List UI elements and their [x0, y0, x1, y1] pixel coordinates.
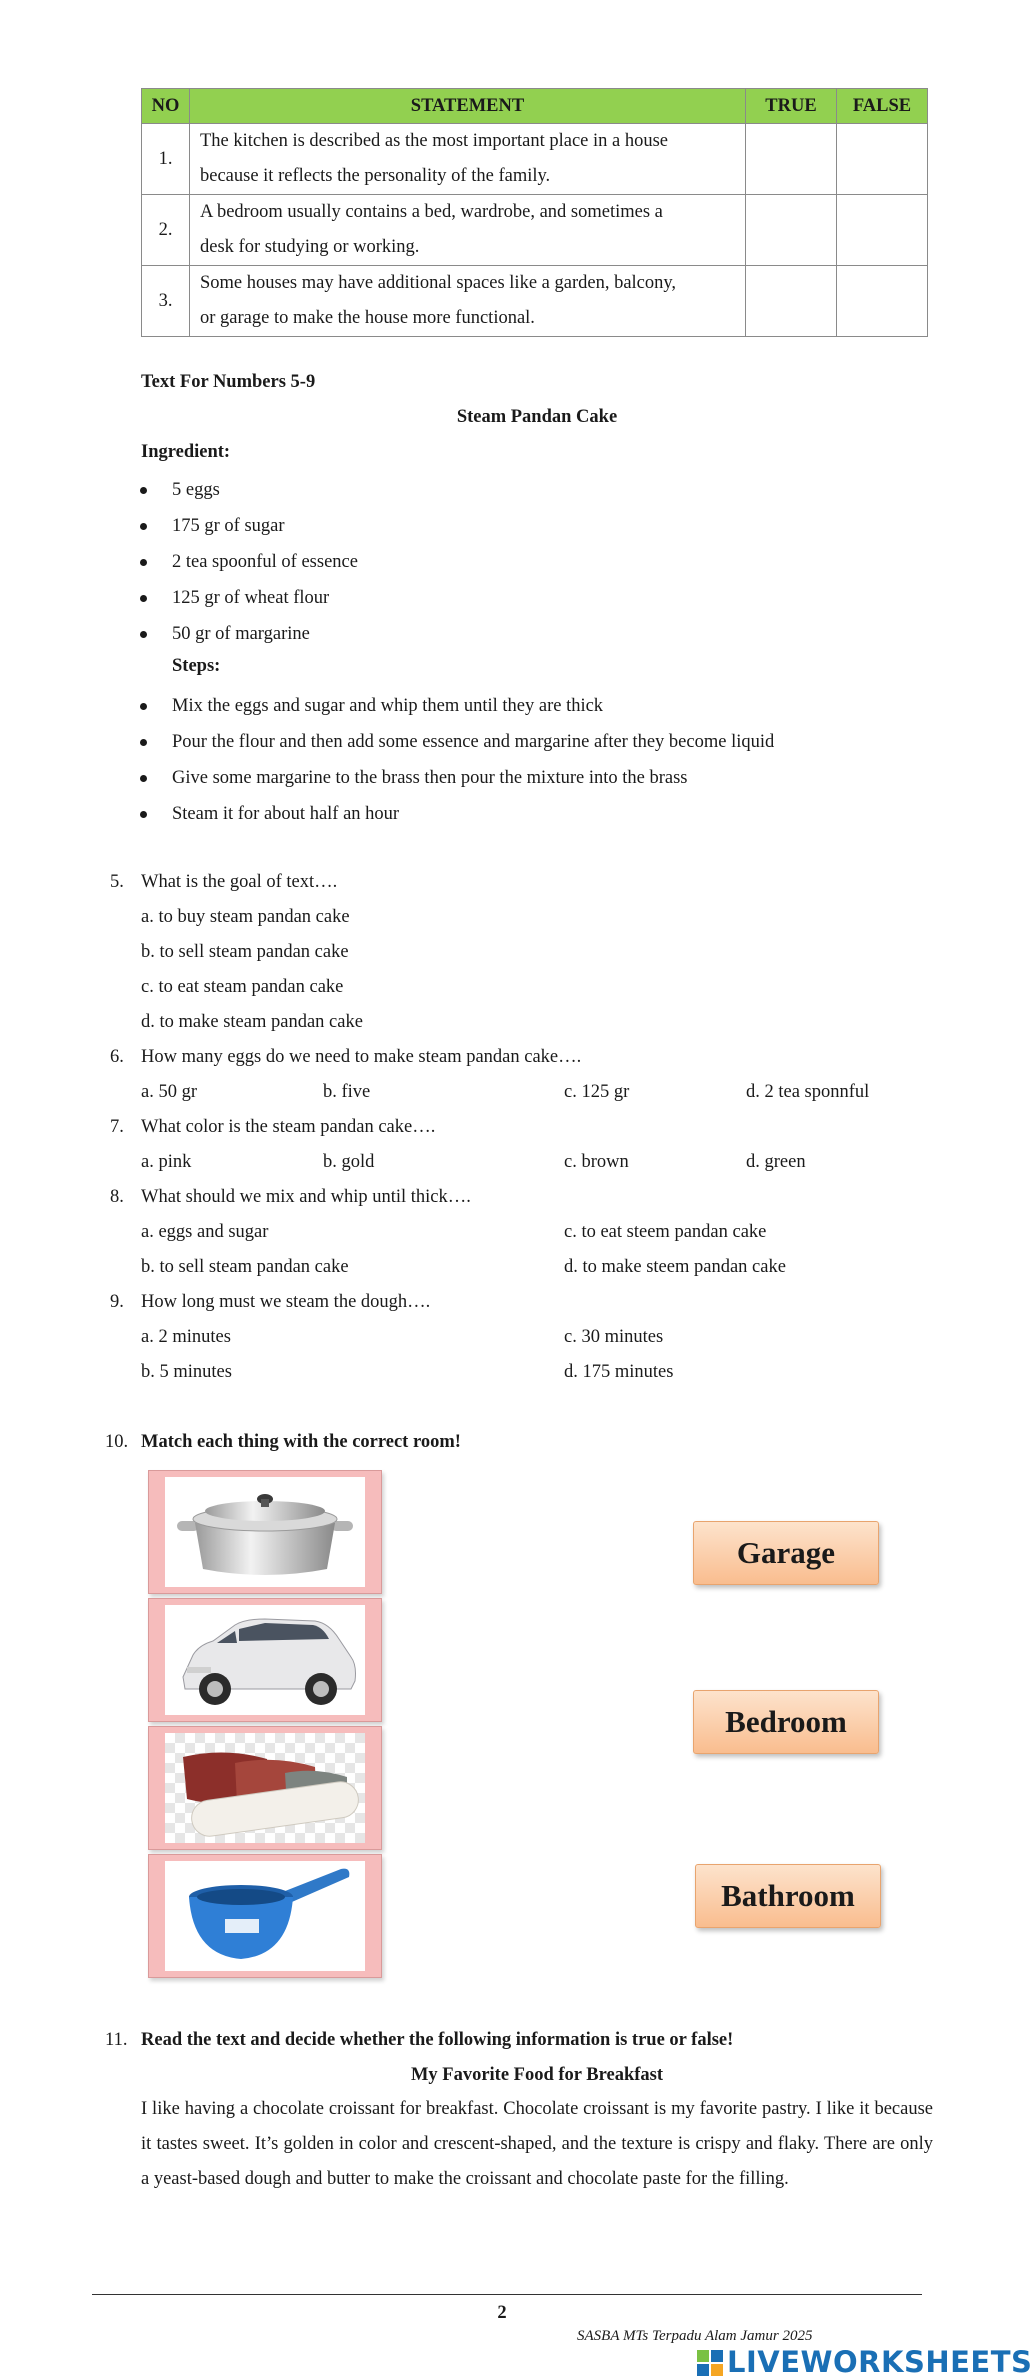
bullet-icon [140, 631, 147, 638]
brand-name[interactable]: LIVEWORKSHEETS [727, 2345, 1032, 2379]
matching-instruction: Match each thing with the correct room! [141, 1432, 461, 1452]
reading-paragraph: I like having a chocolate croissant for breakfast. Chocolate croissant is my favorite pastry. I like it because it tastes sweet. It’s golden in color and crescent-shaped, and the texture is crispy and flaky. There are only a yeast-based dough and butter to make the croissant and chocolate paste for the filling. [141, 2099, 933, 2189]
pillows-picture [165, 1733, 365, 1843]
list-item: Give some margarine to the brass then pour the mixture into the brass [140, 760, 774, 796]
answer-option[interactable]: b. to sell steam pandan cake [141, 942, 349, 962]
true-answer-cell[interactable] [746, 124, 837, 195]
bullet-icon [140, 487, 147, 494]
question-text: What color is the steam pandan cake…. [141, 1117, 436, 1137]
list-item: 175 gr of sugar [140, 508, 358, 544]
answer-option[interactable]: c. to eat steem pandan cake [564, 1222, 767, 1242]
statement-line: Some houses may have additional spaces like a garden, balcony, [200, 273, 677, 293]
liveworksheets-logo-icon [697, 2350, 723, 2376]
table-header-row [142, 89, 928, 124]
bullet-icon [140, 559, 147, 566]
bullet-icon [140, 703, 147, 710]
cooking-pot-icon [165, 1477, 365, 1587]
water-dipper-icon [165, 1861, 365, 1971]
row-number: 2. [142, 195, 190, 266]
row-statement [190, 266, 746, 337]
answer-option[interactable]: a. 2 minutes [141, 1327, 231, 1347]
list-item: Mix the eggs and sugar and whip them until they are thick [140, 688, 774, 724]
header-true: TRUE [746, 89, 837, 124]
question-text: How many eggs do we need to make steam pandan cake…. [141, 1047, 582, 1067]
footer-divider [92, 2294, 922, 2295]
match-card-pillows[interactable] [148, 1726, 382, 1850]
room-box-bathroom[interactable]: Bathroom [695, 1864, 881, 1928]
header-false: FALSE [837, 89, 928, 124]
match-card-pot[interactable] [148, 1470, 382, 1594]
bullet-icon [140, 775, 147, 782]
footer-caption: SASBA MTs Terpadu Alam Jamur 2025 [577, 2328, 813, 2344]
statement-line: A bedroom usually contains a bed, wardrobe, and sometimes a [200, 202, 663, 222]
question-number: 10. [105, 1432, 129, 1452]
question-text: What should we mix and whip until thick…. [141, 1187, 471, 1207]
ingredient-label: Ingredient: [141, 442, 231, 462]
header-no: NO [142, 89, 190, 124]
question-number: 5. [110, 872, 124, 892]
bullet-icon [140, 739, 147, 746]
answer-option[interactable]: a. to buy steam pandan cake [141, 907, 350, 927]
question-text: What is the goal of text…. [141, 872, 338, 892]
pot-picture [165, 1477, 365, 1587]
match-card-car[interactable] [148, 1598, 382, 1722]
bullet-icon [140, 595, 147, 602]
true-answer-cell[interactable] [746, 195, 837, 266]
page-number: 2 [497, 2303, 507, 2323]
steps-list [140, 688, 774, 832]
pillows-icon [165, 1733, 365, 1843]
section-label: Text For Numbers 5-9 [141, 372, 316, 392]
answer-option[interactable]: b. gold [323, 1152, 375, 1172]
bullet-icon [140, 811, 147, 818]
question-number: 9. [110, 1292, 124, 1312]
list-item: 50 gr of margarine [140, 616, 358, 652]
list-item: 125 gr of wheat flour [140, 580, 358, 616]
question-text: How long must we steam the dough…. [141, 1292, 431, 1312]
room-box-garage[interactable]: Garage [693, 1521, 879, 1585]
answer-option[interactable]: d. 175 minutes [564, 1362, 674, 1382]
car-icon [165, 1605, 365, 1715]
false-answer-cell[interactable] [837, 266, 928, 337]
answer-option[interactable]: a. pink [141, 1152, 192, 1172]
table-row [142, 124, 928, 195]
question-number: 6. [110, 1047, 124, 1067]
row-number: 3. [142, 266, 190, 337]
false-answer-cell[interactable] [837, 124, 928, 195]
answer-option[interactable]: a. eggs and sugar [141, 1222, 269, 1242]
false-answer-cell[interactable] [837, 195, 928, 266]
q11-instruction: Read the text and decide whether the following information is true or false! [141, 2030, 734, 2050]
car-picture [165, 1605, 365, 1715]
answer-option[interactable]: b. 5 minutes [141, 1362, 232, 1382]
list-item: 5 eggs [140, 472, 358, 508]
question-number: 8. [110, 1187, 124, 1207]
answer-option[interactable]: d. 2 tea sponnful [746, 1082, 870, 1102]
bullet-icon [140, 523, 147, 530]
recipe-title: Steam Pandan Cake [456, 407, 618, 427]
list-item: Steam it for about half an hour [140, 796, 774, 832]
table-row [142, 266, 928, 337]
statement-line: because it reflects the personality of the family. [200, 166, 551, 186]
true-answer-cell[interactable] [746, 266, 837, 337]
true-false-table [141, 88, 928, 337]
answer-option[interactable]: c. 30 minutes [564, 1327, 664, 1347]
list-item: Pour the flour and then add some essence and margarine after they become liquid [140, 724, 774, 760]
statement-line: desk for studying or working. [200, 237, 420, 257]
room-box-bedroom[interactable]: Bedroom [693, 1690, 879, 1754]
question-number: 11. [105, 2030, 128, 2050]
steps-label: Steps: [172, 656, 221, 676]
answer-option[interactable]: b. to sell steam pandan cake [141, 1257, 349, 1277]
statement-line: The kitchen is described as the most important place in a house [200, 131, 669, 151]
answer-option[interactable]: b. five [323, 1082, 371, 1102]
row-statement [190, 195, 746, 266]
answer-option[interactable]: c. brown [564, 1152, 629, 1172]
reading-title: My Favorite Food for Breakfast [410, 2065, 664, 2085]
answer-option[interactable]: d. green [746, 1152, 806, 1172]
answer-option[interactable]: c. 125 gr [564, 1082, 630, 1102]
ingredient-list [140, 472, 358, 652]
answer-option[interactable]: d. to make steem pandan cake [564, 1257, 786, 1277]
dipper-picture [165, 1861, 365, 1971]
answer-option[interactable]: d. to make steam pandan cake [141, 1012, 363, 1032]
row-number: 1. [142, 124, 190, 195]
answer-option[interactable]: c. to eat steam pandan cake [141, 977, 344, 997]
match-card-dipper[interactable] [148, 1854, 382, 1978]
answer-option[interactable]: a. 50 gr [141, 1082, 197, 1102]
statement-line: or garage to make the house more functional. [200, 308, 535, 328]
table-row [142, 195, 928, 266]
row-statement [190, 124, 746, 195]
question-number: 7. [110, 1117, 124, 1137]
list-item: 2 tea spoonful of essence [140, 544, 358, 580]
header-statement: STATEMENT [190, 89, 746, 124]
